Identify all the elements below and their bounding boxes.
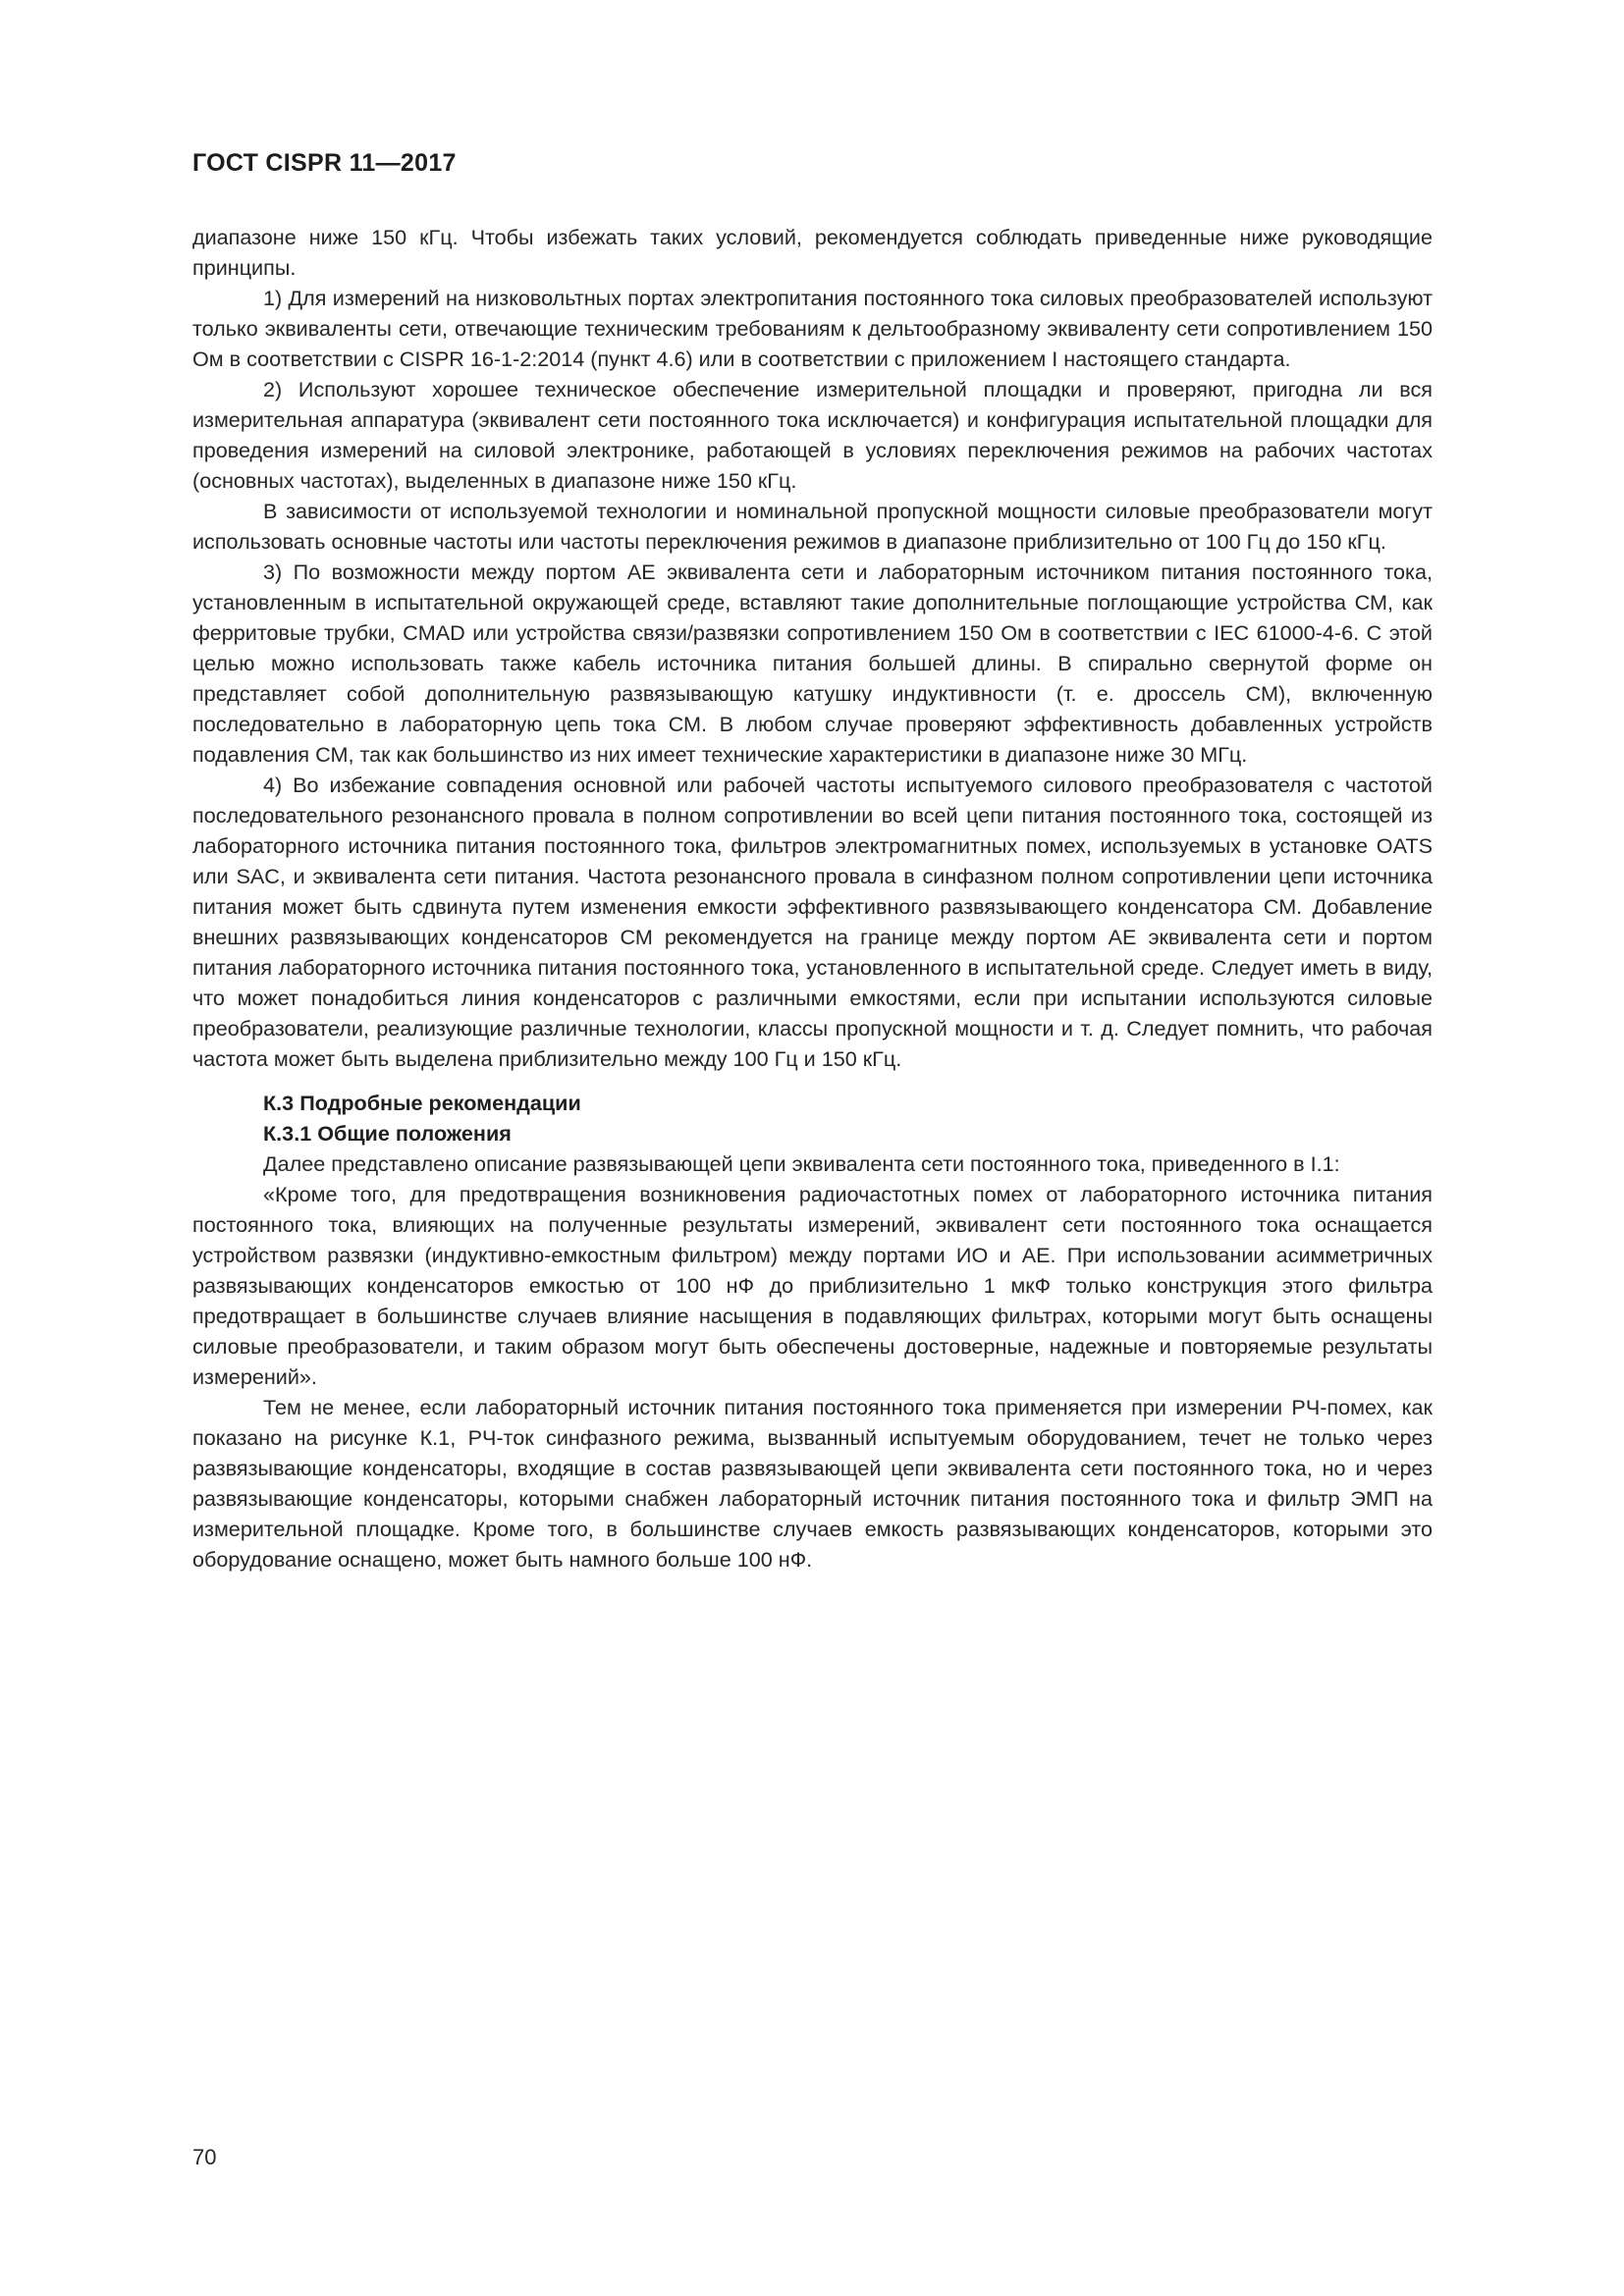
paragraph-item-4: 4) Во избежание совпадения основной или рабочей частоты испытуемого силового преобразователя с частотой последовательного резонансного провала в полном сопротивлении во всей цепи питания постоянного тока, состоящей из лабораторного источника питания постоянного тока, фильтров электромагнитных помех, используемых в установке OATS или SAC, и эквивалента сети питания. Частота резонансного провала в синфазном полном сопротивлении цепи источника питания может быть сдвинута путем изменения емкости эффективного развязывающего конденсатора СМ. Добавление внешних развязывающих конденсаторов СМ рекомендуется на границе между портом АЕ эквивалента сети и портом питания лабораторного источника питания постоянного тока, установленного в испытательной среде. Следует иметь в виду, что может понадобиться линия конденсаторов с различными емкостями, если при испытании используются силовые преобразователи, реализующие различные технологии, классы пропускной мощности и т. д. Следует помнить, что рабочая частота может быть выделена приблизительно между 100 Гц и 150 кГц. [192, 773, 1433, 1071]
paragraph-item-2: 2) Используют хорошее техническое обеспечение измерительной площадки и проверяют, пригодна ли вся измерительная аппаратура (эквивалент сети постоянного тока исключается) и конфигурация испытательной площадки для проведения измерений на силовой электронике, работающей в условиях переключения режимов на рабочих частотах (основных частотах), выделенных в диапазоне ниже 150 кГц. [192, 377, 1433, 493]
paragraph-conclusion: Тем не менее, если лабораторный источник питания постоянного тока применяется при измерении РЧ-помех, как показано на рисунке К.1, РЧ-ток синфазного режима, вызванный испытуемым оборудованием, течет не только через развязывающие конденсаторы, входящие в состав развязывающей цепи эквивалента сети постоянного тока, но и через развязывающие конденсаторы, которыми снабжен лабораторный источник питания постоянного тока и фильтр ЭМП на измерительной площадке. Кроме того, в большинстве случаев емкость развязывающих конденсаторов, которыми это оборудование оснащено, может быть намного больше 100 нФ. [192, 1395, 1433, 1572]
section-heading-k3-1: К.3.1 Общие положения [263, 1121, 512, 1146]
paragraph-intro: Далее представлено описание развязывающей цепи эквивалента сети постоянного тока, приведенного в I.1: [263, 1151, 1340, 1176]
section-heading-k3: К.3 Подробные рекомендации [263, 1091, 581, 1115]
body-text [192, 222, 1433, 1575]
paragraph-item-3: 3) По возможности между портом АЕ эквивалента сети и лабораторным источником питания постоянного тока, установленным в испытательной окружающей среде, вставляют такие дополнительные поглощающие устройства СМ, как ферритовые трубки, CMAD или устройства связи/развязки сопротивлением 150 Ом в соответствии с IEC 61000-4-6. С этой целью можно использовать также кабель источника питания большей длины. В спирально свернутой форме он представляет собой дополнительную развязывающую катушку индуктивности (т. е. дроссель СМ), включенную последовательно в лабораторную цепь тока СМ. В любом случае проверяют эффективность добавленных устройств подавления СМ, так как большинство из них имеет технические характеристики в диапазоне ниже 30 МГц. [192, 560, 1433, 767]
paragraph-frequency-note: В зависимости от используемой технологии и номинальной пропускной мощности силовые преобразователи могут использовать основные частоты или частоты переключения режимов в диапазоне приблизительно от 100 Гц до 150 кГц. [192, 499, 1433, 554]
document-header: ГОСТ CISPR 11—2017 [192, 149, 457, 177]
paragraph-continuation: диапазоне ниже 150 кГц. Чтобы избежать таких условий, рекомендуется соблюдать приведенные ниже руководящие принципы. [192, 225, 1433, 280]
paragraph-quote: «Кроме того, для предотвращения возникновения радиочастотных помех от лабораторного источника питания постоянного тока, влияющих на полученные результаты измерений, эквивалент сети постоянного тока оснащается устройством развязки (индуктивно-емкостным фильтром) между портами ИО и АЕ. При использовании асимметричных развязывающих конденсаторов емкостью от 100 нФ до приблизительно 1 мкФ только конструкция этого фильтра предотвращает в большинстве случаев влияние насыщения в подавляющих фильтрах, которыми могут быть оснащены силовые преобразователи, и таким образом могут быть обеспечены достоверные, надежные и повторяемые результаты измерений». [192, 1182, 1433, 1389]
paragraph-item-1: 1) Для измерений на низковольтных портах электропитания постоянного тока силовых преобразователей используют только эквиваленты сети, отвечающие техническим требованиям к дельтообразному эквиваленту сети сопротивлением 150 Ом в соответствии с CISPR 16-1-2:2014 (пункт 4.6) или в соответствии с приложением I настоящего стандарта. [192, 286, 1433, 371]
page-number: 70 [192, 2145, 217, 2169]
